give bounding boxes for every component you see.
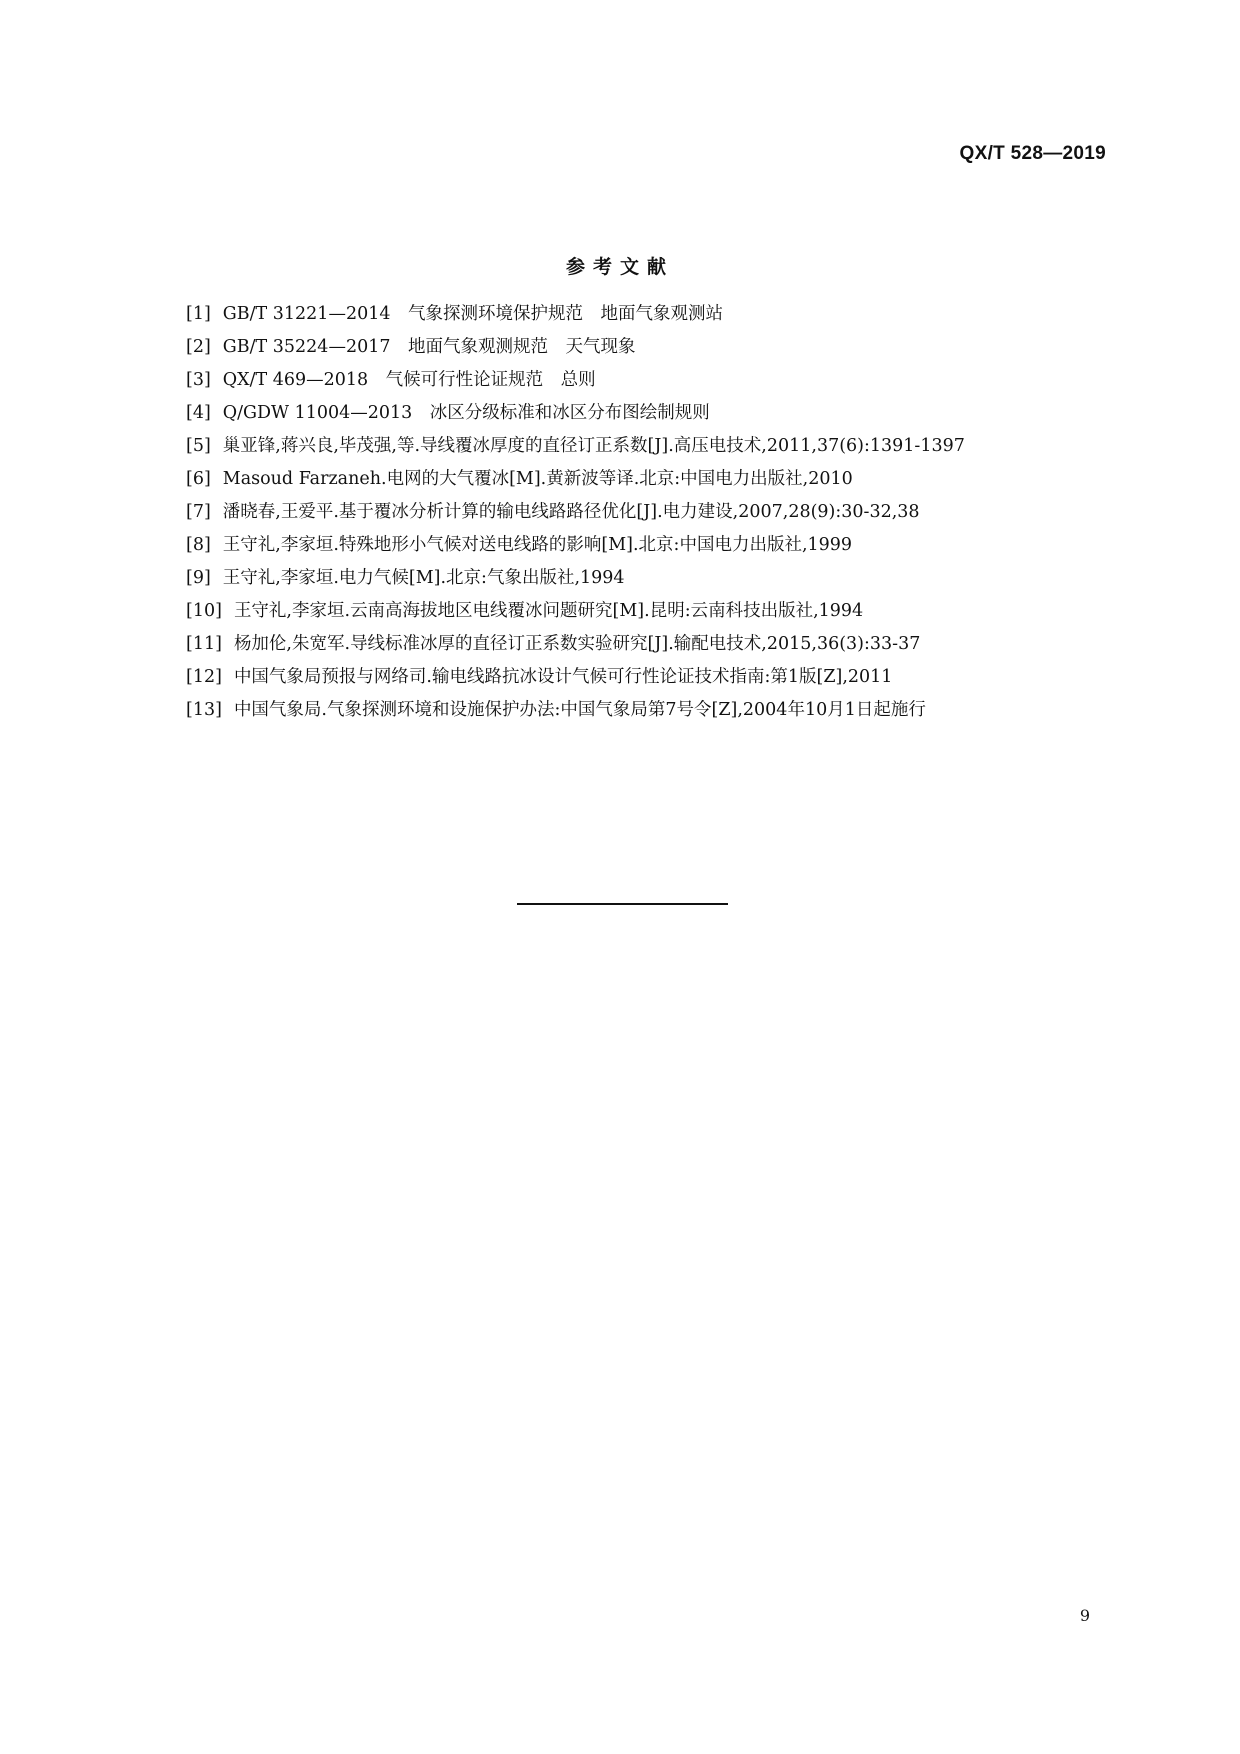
reference-text: 王守礼,李家垣.特殊地形小气候对送电线路的影响[M].北京:中国电力出版社,1999 (222, 535, 853, 555)
reference-list (136, 298, 1104, 727)
reference-item (136, 628, 1104, 661)
reference-text: 巢亚锋,蒋兴良,毕茂强,等.导线覆冰厚度的直径订正系数[J].高压电技术,2011,37(6):1391-1397 (222, 436, 965, 456)
reference-number: [4] (186, 403, 211, 423)
document-id: QX/T 528—2019 (959, 143, 1106, 164)
reference-text: Masoud Farzaneh.电网的大气覆冰[M].黄新波等译.北京:中国电力出版社,2010 (222, 469, 853, 489)
reference-number: [3] (186, 370, 211, 390)
reference-number: [10] (186, 601, 222, 621)
reference-item (136, 331, 1104, 364)
reference-text: GB/T 31221—2014 气象探测环境保护规范 地面气象观测站 (222, 304, 723, 324)
reference-number: [7] (186, 502, 211, 522)
page-number: 9 (1079, 1606, 1090, 1625)
reference-text: 中国气象局预报与网络司.输电线路抗冰设计气候可行性论证技术指南:第1版[Z],2011 (233, 667, 893, 687)
reference-item (136, 364, 1104, 397)
section-title: 参考文献 (565, 256, 674, 278)
reference-item (136, 397, 1104, 430)
reference-number: [2] (186, 337, 211, 357)
reference-number: [1] (186, 304, 211, 324)
reference-number: [13] (186, 700, 222, 720)
reference-item (136, 694, 1104, 727)
reference-text: 王守礼,李家垣.电力气候[M].北京:气象出版社,1994 (222, 568, 625, 588)
reference-number: [5] (186, 436, 211, 456)
reference-item (136, 661, 1104, 694)
reference-number: [8] (186, 535, 211, 555)
reference-text: 王守礼,李家垣.云南高海拔地区电线覆冰问题研究[M].昆明:云南科技出版社,1994 (233, 601, 864, 621)
reference-item (136, 430, 1104, 463)
reference-number: [9] (186, 568, 211, 588)
reference-text: GB/T 35224—2017 地面气象观测规范 天气现象 (222, 337, 636, 357)
reference-number: [11] (186, 634, 222, 654)
reference-number: [6] (186, 469, 211, 489)
end-rule (517, 903, 728, 905)
reference-item (136, 298, 1104, 331)
reference-item (136, 562, 1104, 595)
reference-item (136, 595, 1104, 628)
reference-text: 杨加伦,朱宽军.导线标准冰厚的直径订正系数实验研究[J].输配电技术,2015,36(3):33-37 (233, 634, 921, 654)
reference-item (136, 463, 1104, 496)
reference-text: 潘晓春,王爱平.基于覆冰分析计算的输电线路路径优化[J].电力建设,2007,28(9):30-32,38 (222, 502, 920, 522)
reference-text: Q/GDW 11004—2013 冰区分级标准和冰区分布图绘制规则 (222, 403, 710, 423)
reference-text: QX/T 469—2018 气候可行性论证规范 总则 (222, 370, 596, 390)
reference-text: 中国气象局.气象探测环境和设施保护办法:中国气象局第7号令[Z],2004年10月1日起施行 (233, 700, 926, 720)
reference-number: [12] (186, 667, 222, 687)
reference-item (136, 496, 1104, 529)
reference-item (136, 529, 1104, 562)
